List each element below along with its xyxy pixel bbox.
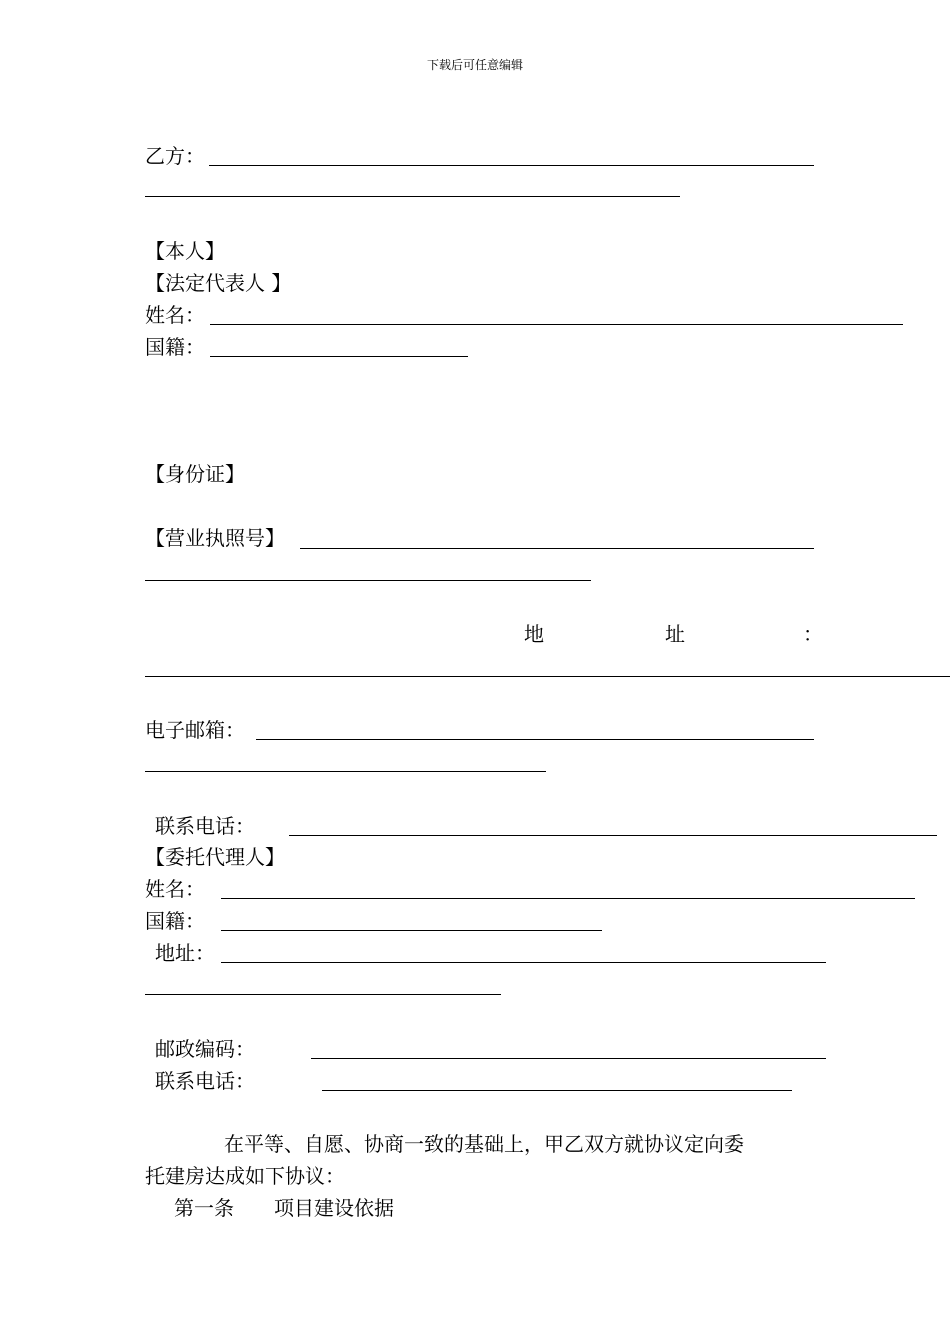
party-b-line[interactable] [209,165,814,166]
agent-name-label: 姓名： [145,877,205,901]
article-1-title: 项目建设依据 [274,1196,394,1220]
business-license-label: 【营业执照号】 [145,526,285,550]
self-option: 【本人】 [145,239,225,263]
page-header: 下载后可任意编辑 [426,58,523,72]
legal-rep-option: 【法定代表人 】 [145,271,292,295]
address-char-1: 地 [524,622,544,646]
nationality-label: 国籍： [145,335,205,359]
preamble-line-1: 在平等、自愿、协商一致的基础上，甲乙双方就协议定向委 [224,1132,744,1156]
phone-label: 联系电话： [155,814,255,838]
agent-name-line[interactable] [221,898,915,899]
agent-postcode-label: 邮政编码： [155,1037,255,1061]
email-line-2[interactable] [145,771,546,772]
name-line[interactable] [210,324,903,325]
agent-phone-label: 联系电话： [155,1069,255,1093]
email-line[interactable] [256,739,814,740]
agent-address-label: 地址： [155,941,215,965]
agent-address-line-2[interactable] [145,994,501,995]
email-label: 电子邮箱： [145,718,245,742]
address-colon: ： [803,622,823,646]
agent-title: 【委托代理人】 [145,845,285,869]
id-card-option: 【身份证】 [145,462,245,486]
name-label: 姓名： [145,303,205,327]
party-b-label: 乙方： [145,144,205,168]
nationality-line[interactable] [210,356,468,357]
business-license-line[interactable] [300,548,814,549]
address-char-2: 址 [665,622,685,646]
agent-address-line[interactable] [221,962,826,963]
article-1-number: 第一条 [174,1196,234,1220]
agent-phone-line[interactable] [322,1090,792,1091]
agent-nationality-line[interactable] [221,930,602,931]
party-b-line-2[interactable] [145,196,680,197]
agent-nationality-label: 国籍： [145,909,205,933]
preamble-line-2: 托建房达成如下协议： [145,1164,345,1188]
address-line[interactable] [145,676,950,677]
agent-postcode-line[interactable] [311,1058,826,1059]
phone-line[interactable] [289,835,937,836]
business-license-line-2[interactable] [145,580,591,581]
